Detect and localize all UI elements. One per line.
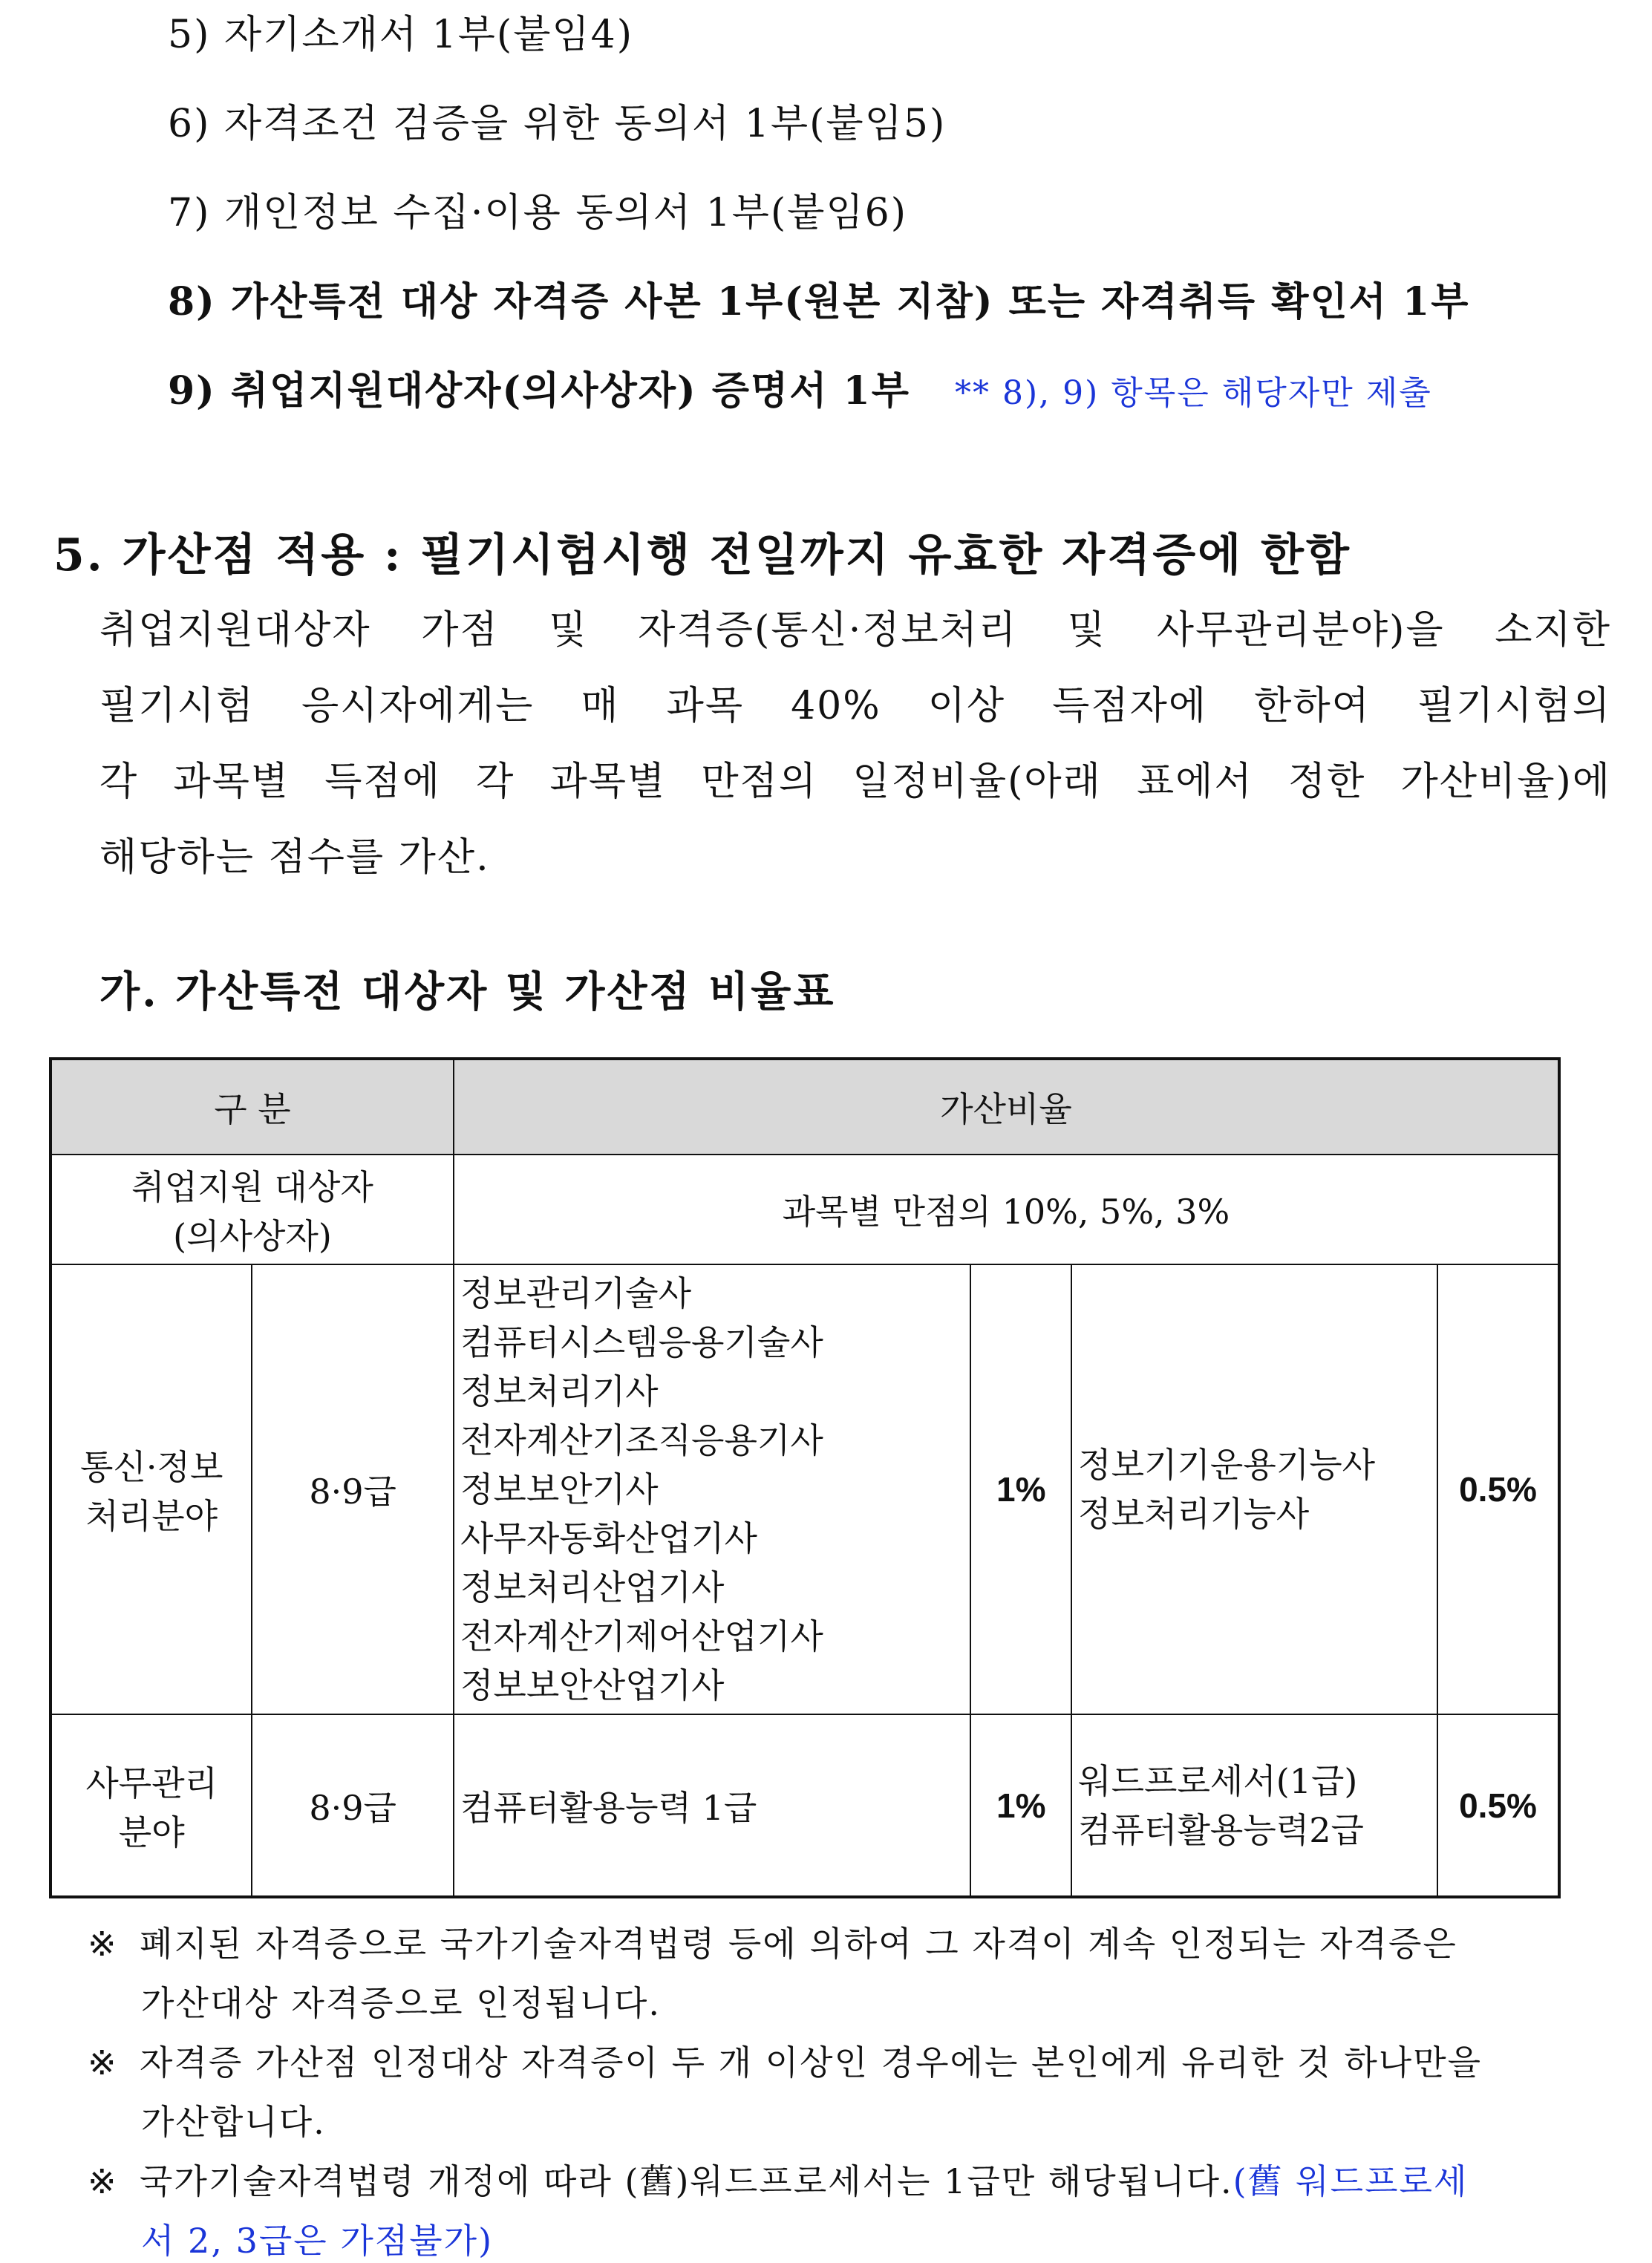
list-note: ** 8), 9) 항목은 해당자만 제출 <box>954 374 1432 412</box>
reference-mark-icon: ※ <box>88 2161 118 2201</box>
footnote-3-cont: 서 2, 3급은 가점불가) <box>141 2221 494 2261</box>
telecom-grade: 8·9급 <box>252 1264 454 1714</box>
footnote-1-cont: 가산대상 자격증으로 인정됩니다. <box>141 1983 661 2023</box>
header-rate: 가산비율 <box>454 1059 1559 1155</box>
footnote-2: ※ 자격증 가산점 인정대상 자격증이 두 개 이상인 경우에는 본인에게 유리한 것 하나만을 <box>88 2042 1483 2083</box>
office-rate-high: 1% <box>970 1714 1071 1897</box>
telecom-rate-low: 0.5% <box>1437 1264 1559 1714</box>
list-item-9 <box>168 359 1432 415</box>
footnote-3: ※ 국가기술자격법령 개정에 따라 (舊)워드프로세서는 1급만 해당됩니다.(舊 워드프로세 <box>88 2161 1469 2201</box>
table-row-office <box>50 1714 1559 1897</box>
paragraph-line-1: 취업지원대상자 가점 및 자격증(통신·정보처리 및 사무관리분야)을 소지한 <box>99 608 1611 653</box>
office-certs-low: 워드프로세서(1급) 컴퓨터활용능력2급 <box>1071 1714 1437 1897</box>
list-item-7: 7) 개인정보 수집·이용 동의서 1부(붙임6) <box>168 191 908 235</box>
table-header-row <box>50 1059 1559 1155</box>
telecom-certs-low: 정보기기운용기능사 정보처리기능사 <box>1071 1264 1437 1714</box>
veteran-category: 취업지원 대상자 (의사상자) <box>50 1155 454 1264</box>
list-item-9-text: 9) 취업지원대상자(의사상자) 증명서 1부 <box>168 368 910 414</box>
paragraph-line-4: 해당하는 점수를 가산. <box>99 835 490 880</box>
telecom-rate-high: 1% <box>970 1264 1071 1714</box>
table-row-veteran <box>50 1155 1559 1264</box>
paragraph-line-2: 필기시험 응시자에게는 매 과목 40% 이상 득점자에 한하여 필기시험의 <box>99 684 1611 728</box>
subsection-title: 가. 가산특전 대상자 및 가산점 비율표 <box>99 967 836 1016</box>
footnote-2-cont: 가산합니다. <box>141 2102 326 2142</box>
reference-mark-icon: ※ <box>88 2042 118 2083</box>
list-item-5: 5) 자기소개서 1부(붙임4) <box>168 13 634 57</box>
footnote-3-blue: (舊 워드프로세 <box>1233 2161 1469 2201</box>
footnote-1: ※ 폐지된 자격증으로 국가기술자격법령 등에 의하여 그 자격이 계속 인정되는 자격증은 <box>88 1924 1457 1964</box>
office-field: 사무관리 분야 <box>50 1714 252 1897</box>
table-row-telecom <box>50 1264 1559 1714</box>
section-title: 5. 가산점 적용 : 필기시험시행 전일까지 유효한 자격증에 한함 <box>53 529 1351 581</box>
header-category: 구 분 <box>50 1059 454 1155</box>
veteran-rate: 과목별 만점의 10%, 5%, 3% <box>454 1155 1559 1264</box>
paragraph-line-3: 각 과목별 득점에 각 과목별 만점의 일정비율(아래 표에서 정한 가산비율)에 <box>99 760 1611 804</box>
reference-mark-icon: ※ <box>88 1924 118 1964</box>
list-item-8: 8) 가산특전 대상 자격증 사본 1부(원본 지참) 또는 자격취득 확인서 1부 <box>168 279 1470 324</box>
office-cert-high: 컴퓨터활용능력 1급 <box>454 1714 970 1897</box>
telecom-field: 통신·정보 처리분야 <box>50 1264 252 1714</box>
office-rate-low: 0.5% <box>1437 1714 1559 1897</box>
bonus-rate-table <box>49 1057 1561 1898</box>
office-grade: 8·9급 <box>252 1714 454 1897</box>
telecom-certs-high: 정보관리기술사 컴퓨터시스템응용기술사 정보처리기사 전자계산기조직응용기사 정보보안기사 사무자동화산업기사 정보처리산업기사 전자계산기제어산업기사 정보보안산업기사 <box>454 1264 970 1714</box>
list-item-6: 6) 자격조건 검증을 위한 동의서 1부(붙임5) <box>168 102 947 146</box>
